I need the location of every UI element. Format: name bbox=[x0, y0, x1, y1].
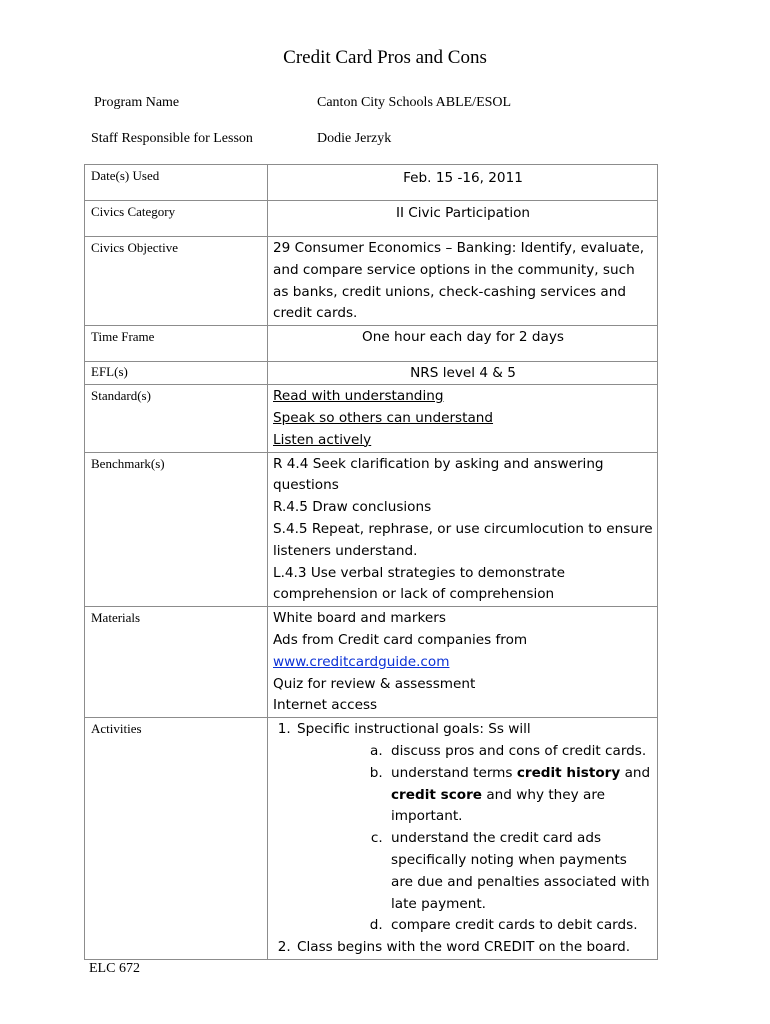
goal-item: c. understand the credit card ads specifically noting when payments are due and penalties associated with late payment. bbox=[387, 828, 653, 915]
goal-sublist bbox=[297, 741, 653, 937]
benchmark-item: R 4.4 Seek clarification by asking and answering questions bbox=[273, 455, 604, 494]
row-activities bbox=[85, 718, 658, 960]
materials-value bbox=[268, 607, 658, 718]
goal-item bbox=[387, 763, 653, 828]
row-materials bbox=[85, 607, 658, 718]
goal-text: and why they are important. bbox=[391, 786, 605, 825]
benchmarks-label: Benchmark(s) bbox=[85, 452, 268, 607]
efl-label: EFL(s) bbox=[85, 362, 268, 385]
goal-text: and bbox=[620, 764, 651, 781]
objective-value: 29 Consumer Economics – Banking: Identify, evaluate, and compare service options in the community, such as banks, credit unions, check-cashing services and credit cards. bbox=[268, 237, 658, 326]
staff-label: Staff Responsible for Lesson bbox=[91, 131, 253, 146]
material-item: Quiz for review & assessment bbox=[273, 675, 476, 692]
material-item: Internet access bbox=[273, 697, 378, 714]
program-name-value: Canton City Schools ABLE/ESOL bbox=[317, 95, 512, 110]
term-credit-score: credit score bbox=[391, 786, 483, 803]
term-credit-history: credit history bbox=[516, 764, 621, 781]
benchmark-item: R.4.5 Draw conclusions bbox=[273, 499, 432, 516]
material-item: Ads from Credit card companies from bbox=[273, 631, 528, 648]
benchmark-item: L.4.3 Use verbal strategies to demonstrate comprehension or lack of comprehension bbox=[273, 564, 565, 603]
document-title: Credit Card Pros and Cons bbox=[283, 47, 487, 68]
timeframe-label: Time Frame bbox=[85, 326, 268, 362]
dates-label: Date(s) Used bbox=[85, 165, 268, 201]
dates-value: Feb. 15 -16, 2011 bbox=[268, 165, 658, 201]
row-dates bbox=[85, 165, 658, 201]
standard-item: Speak so others can understand bbox=[273, 409, 494, 426]
benchmarks-value bbox=[268, 452, 658, 607]
row-objective bbox=[85, 237, 658, 326]
category-label: Civics Category bbox=[85, 201, 268, 237]
activities-value bbox=[268, 718, 658, 960]
activity-goal-text: Specific instructional goals: Ss will bbox=[297, 721, 531, 738]
material-item: White board and markers bbox=[273, 610, 446, 627]
footer-code: ELC 672 bbox=[89, 961, 140, 976]
row-benchmarks bbox=[85, 452, 658, 607]
goal-item: a. discuss pros and cons of credit cards. bbox=[387, 741, 653, 763]
standard-item: Read with understanding bbox=[273, 388, 444, 405]
standards-label: Standard(s) bbox=[85, 385, 268, 452]
materials-label: Materials bbox=[85, 607, 268, 718]
standard-item: Listen actively bbox=[273, 431, 372, 448]
row-standards bbox=[85, 385, 658, 452]
row-efl bbox=[85, 362, 658, 385]
activity-item bbox=[295, 719, 653, 937]
objective-label: Civics Objective bbox=[85, 237, 268, 326]
row-timeframe bbox=[85, 326, 658, 362]
goal-item: d. compare credit cards to debit cards. bbox=[387, 915, 653, 937]
category-value: II Civic Participation bbox=[268, 201, 658, 237]
timeframe-value: One hour each day for 2 days bbox=[268, 326, 658, 362]
activity-item: 2. Class begins with the word CREDIT on the board. bbox=[295, 937, 653, 959]
staff-value: Dodie Jerzyk bbox=[317, 131, 392, 146]
benchmark-item: S.4.5 Repeat, rephrase, or use circumlocution to ensure listeners understand. bbox=[273, 520, 653, 559]
activities-label: Activities bbox=[85, 718, 268, 960]
lesson-plan-table bbox=[84, 164, 658, 960]
credit-card-guide-link[interactable]: www.creditcardguide.com bbox=[273, 653, 450, 670]
row-category bbox=[85, 201, 658, 237]
program-name-label: Program Name bbox=[94, 95, 180, 110]
goal-text: understand terms bbox=[391, 764, 517, 781]
activities-list bbox=[273, 719, 653, 959]
efl-value: NRS level 4 & 5 bbox=[268, 362, 658, 385]
standards-value bbox=[268, 385, 658, 452]
